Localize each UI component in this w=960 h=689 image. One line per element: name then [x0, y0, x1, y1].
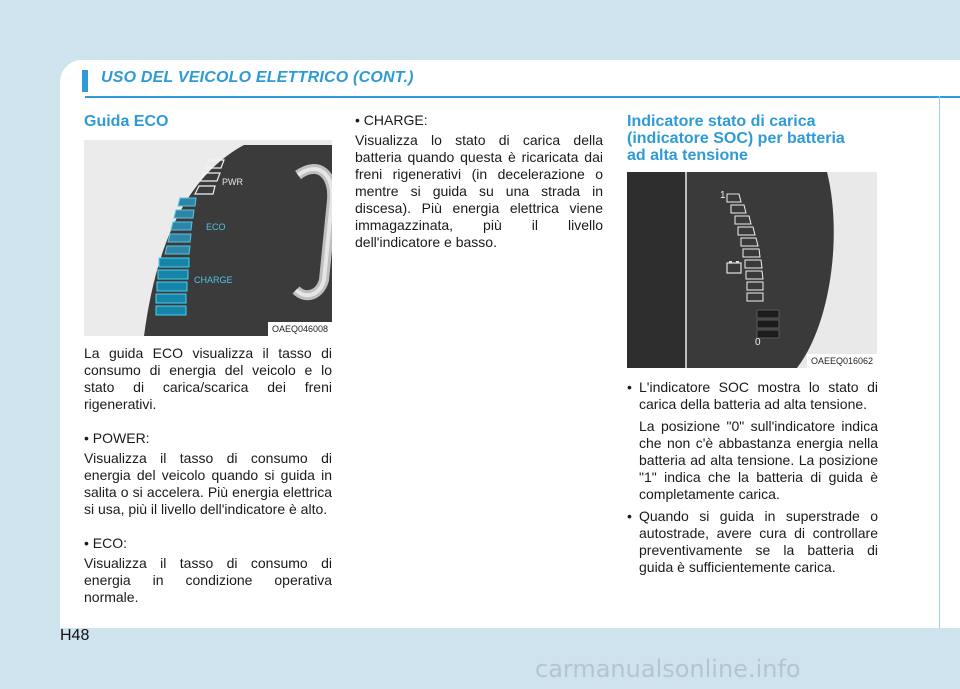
- eco-gauge-illustration: [84, 140, 332, 336]
- soc-label-one: 1: [720, 190, 726, 201]
- soc-image-caption: OAEEQ016062: [807, 354, 877, 368]
- page-right-rule: [939, 96, 940, 628]
- gauge-label-pwr: PWR: [222, 177, 243, 187]
- bullet-marker: •: [627, 508, 632, 524]
- soc-bullet-1-text: L'indicatore SOC mostra lo stato di carica della batteria ad alta tensione.: [639, 379, 878, 412]
- power-text: Visualizza il tasso di consumo di energia del veicolo quando si guida in salita o si accelera. Più energia elettrica si usa, più il livello dell'indicatore è alto.: [84, 450, 332, 517]
- section-header-title: USO DEL VEICOLO ELETTRICO (CONT.): [101, 69, 414, 86]
- charge-title: • CHARGE:: [355, 112, 428, 128]
- soc-bullet-1-continued: La posizione "0" sull'indicatore indica che non c'è abbastanza energia nella batteria ad alta tensione. La posizione "1" indica che la batteria di guida è completamente carica.: [639, 418, 878, 502]
- soc-heading-line-1: Indicatore stato di carica: [627, 113, 816, 130]
- bullet-marker: •: [627, 379, 632, 395]
- charge-body-text: [355, 112, 603, 251]
- power-title: • POWER:: [84, 430, 150, 446]
- soc-heading-line-2: (indicatore SOC) per batteria: [627, 130, 845, 147]
- eco-body-text: [84, 345, 332, 606]
- eco-text: Visualizza il tasso di consumo di energia in condizione operativa normale.: [84, 555, 332, 605]
- gauge-label-charge: CHARGE: [194, 275, 233, 285]
- soc-bullet-2-text: Quando si guida in superstrade o autostrade, avere cura di controllare preventivamente se la batteria di guida è sufficientemente carica.: [639, 508, 878, 575]
- gauge-label-eco: ECO: [206, 222, 226, 232]
- watermark: carmanualsonline.info: [535, 655, 801, 683]
- charge-text: Visualizza lo stato di carica della batteria quando questa è ricaricata dai freni rigenerativi (in decelerazione o mentre si guida su una strada in discesa). Più energia elettrica viene immagazzinata, più il livello dell'indicatore e basso.: [355, 132, 603, 250]
- soc-gauge-image: [627, 172, 877, 368]
- soc-body-text: [627, 379, 878, 576]
- soc-bullet-2: [627, 508, 878, 576]
- soc-bullet-1: [627, 379, 878, 503]
- soc-heading-line-3: ad alta tensione: [627, 147, 748, 164]
- eco-title: • ECO:: [84, 535, 128, 551]
- page-number: H48: [60, 627, 90, 644]
- soc-label-zero: 0: [755, 337, 761, 348]
- eco-intro: La guida ECO visualizza il tasso di consumo di energia del veicolo e lo stato di carica/scarica dei freni rigenerativi.: [84, 345, 332, 412]
- eco-image-caption: OAEQ046008: [268, 322, 332, 336]
- eco-heading: Guida ECO: [84, 113, 169, 130]
- soc-gauge-illustration: [627, 172, 877, 368]
- eco-gauge-image: [84, 140, 332, 336]
- header-accent-bar: [82, 70, 88, 92]
- soc-heading-block: [627, 113, 877, 164]
